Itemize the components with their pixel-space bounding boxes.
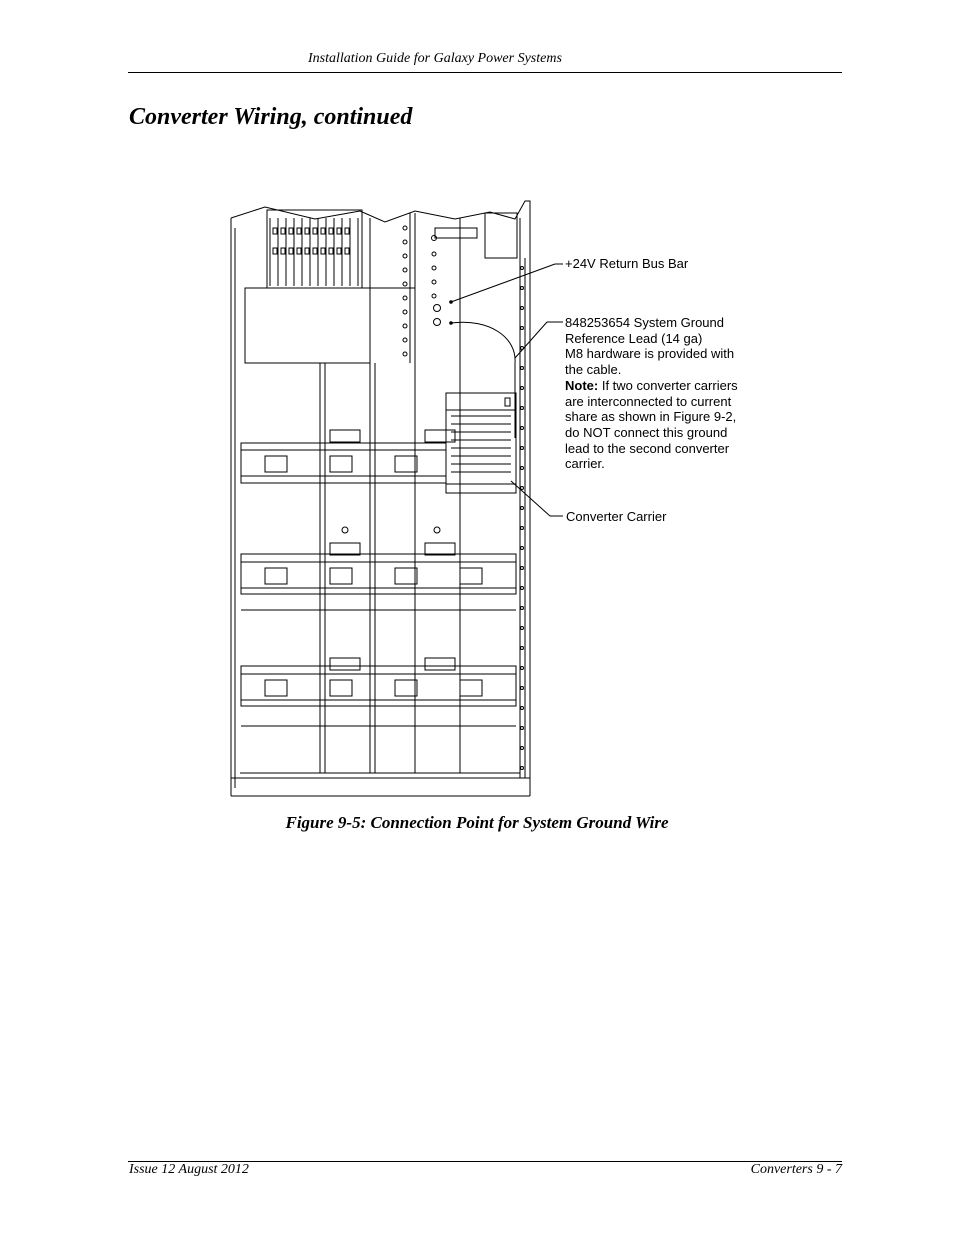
figure-caption: Figure 9-5: Connection Point for System Ground Wire (285, 813, 669, 832)
footer-page-number: Converters 9 - 7 (750, 1162, 842, 1177)
note-text: If two converter carriers (598, 377, 738, 393)
note-line: do NOT connect this ground (565, 424, 728, 440)
note-line: share as shown in Figure 9-2, (565, 409, 737, 425)
note-label: Note: (565, 377, 599, 393)
note-line (565, 378, 738, 394)
footer-issue: Issue 12 August 2012 (129, 1162, 249, 1177)
ground-line: the cable. (565, 362, 622, 378)
note-line: are interconnected to current (565, 393, 732, 409)
callout-ground-lead (565, 315, 738, 472)
ground-line: Reference Lead (14 ga) (565, 330, 703, 346)
ground-line: 848253654 System Ground (565, 315, 724, 330)
cabinet-drawing (225, 198, 765, 800)
note-line: lead to the second converter (565, 440, 730, 456)
ground-line: M8 hardware is provided with (565, 346, 735, 362)
running-header: Installation Guide for Galaxy Power Systems (308, 51, 562, 66)
header-rule (128, 72, 842, 73)
callout-converter-carrier: Converter Carrier (566, 509, 667, 524)
callout-bus-bar: +24V Return Bus Bar (565, 256, 689, 271)
note-line: carrier. (565, 456, 605, 472)
section-title: Converter Wiring, continued (129, 104, 413, 130)
